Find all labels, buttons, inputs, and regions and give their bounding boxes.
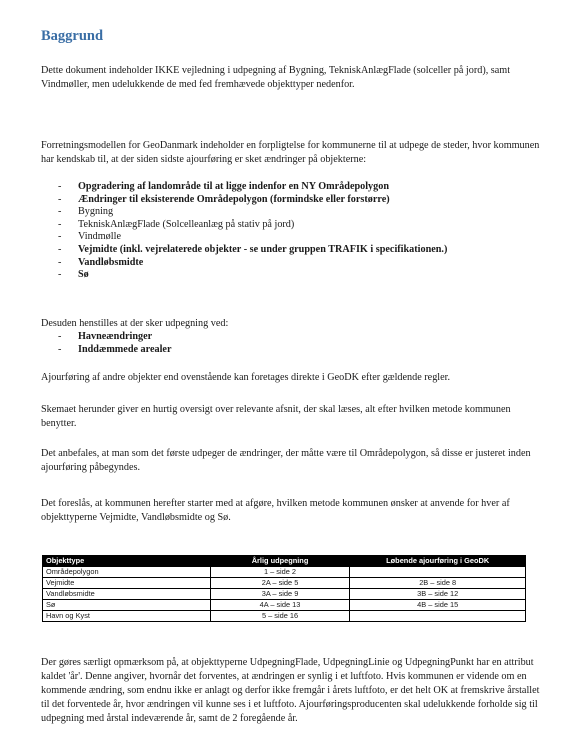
forslag-paragraph: Det foreslås, at kommunen herefter starter med at afgøre, hvilken metode kommunen ønsker at anvende for hver af objekttyperne Vejmidte, Vandløbsmidte og Sø. <box>41 498 510 523</box>
intro-paragraph: Dette dokument indeholder IKKE vejledning i udpegning af Bygning, TekniskAnlægFlade (solceller på jord), samt Vindmøller, men udelukkende de med fed fremhævede objekttyper nedenfor. <box>41 65 511 90</box>
bullet-dash: - <box>58 231 62 243</box>
table-cell: Vejmidte <box>43 578 211 589</box>
bullet-dash: - <box>58 243 62 255</box>
also-paragraph: Desuden henstilles at der sker udpegning ved: <box>41 318 229 329</box>
table-cell: 4B – side 15 <box>350 600 526 611</box>
bullet-dash: - <box>58 343 62 355</box>
list-item: - Vejmidte (inkl. vejrelaterede objekter - se under gruppen TRAFIK i specifikationen.) <box>58 243 448 255</box>
column-header: Objekttype <box>43 556 211 567</box>
ajour-paragraph: Ajourføring af andre objekter end ovenstående kan foretages direkte i GeoDK efter gældende regler. <box>41 372 451 383</box>
table-cell <box>350 567 526 578</box>
table-row <box>43 600 526 611</box>
anbefaling-paragraph: Det anbefales, at man som det første udpeger de ændringer, der måtte være til Områdepolygon, så disse er justeret inden ajourføring påbegyndes. <box>41 448 531 473</box>
bullet-dash: - <box>58 256 62 268</box>
list-item: - Inddæmmede arealer <box>58 343 172 355</box>
table-cell: 2B – side 8 <box>350 578 526 589</box>
table-cell: 3A – side 9 <box>210 589 350 600</box>
also-list <box>58 331 538 356</box>
model-paragraph: Forretningsmodellen for GeoDanmark indeholder en forpligtelse for kommunerne til at udpege de steder, hvor kommunen har kendskab til, at der siden sidste ajourføring er sket ændringer på objekterne: <box>41 140 540 165</box>
method-table <box>42 555 526 622</box>
table-header-row <box>43 556 526 567</box>
table-cell: Havn og Kyst <box>43 611 211 622</box>
table-cell: 4A – side 13 <box>210 600 350 611</box>
bullet-dash: - <box>58 218 62 230</box>
column-header: Årlig udpegning <box>210 556 350 567</box>
list-item: - Ændringer til eksisterende Områdepolygon (formindske eller forstørre) <box>58 193 390 205</box>
list-item: - Sø <box>58 269 89 281</box>
table-row <box>43 589 526 600</box>
skema-paragraph: Skemaet herunder giver en hurtig oversigt over relevante afsnit, der skal læses, alt efter hvilken metode kommunen benytter. <box>41 404 511 429</box>
table-cell: 1 – side 2 <box>210 567 350 578</box>
table-cell: Vandløbsmidte <box>43 589 211 600</box>
table-cell: 5 – side 16 <box>210 611 350 622</box>
table-cell: 3B – side 12 <box>350 589 526 600</box>
list-item: - Vindmølle <box>58 231 121 243</box>
table-cell: 2A – side 5 <box>210 578 350 589</box>
table-cell <box>350 611 526 622</box>
list-item: - TekniskAnlægFlade (Solcelleanlæg på stativ på jord) <box>58 218 295 230</box>
object-list <box>58 181 538 282</box>
table-row <box>43 567 526 578</box>
list-item: - Vandløbsmidte <box>58 256 144 268</box>
final-paragraph: Der gøres særligt opmærksom på, at objekttyperne UdpegningFlade, UdpegningLinie og UdpegningPunkt har en attribut kaldet 'år'. Denne angiver, hvornår det forventes, at ændringen er synlig i et luftfoto. Hvis kommunen er vidende om en kommende ændring, som endnu ikke er anlagt og derfor ikke fremgår i årets luftfoto, er det helt OK at fremskrive årstallet til det forventede år, hvor ændringen vil kunne ses i et luftfoto. Ajourføringsproducenten skal udelukkende forholde sig til udpegning med årstal indeværende år, samt de 2 foregående år. <box>41 657 540 724</box>
table-cell: Sø <box>43 600 211 611</box>
table-cell: Områdepolygon <box>43 567 211 578</box>
bullet-dash: - <box>58 331 62 342</box>
bullet-dash: - <box>58 269 62 281</box>
list-item: - Havneændringer <box>58 331 153 342</box>
section-heading: Baggrund <box>41 28 104 44</box>
column-header: Løbende ajourføring i GeoDK <box>350 556 526 567</box>
table-row <box>43 578 526 589</box>
table-row <box>43 611 526 622</box>
bullet-dash: - <box>58 181 62 192</box>
list-item: - Opgradering af landområde til at ligge indenfor en NY Områdepolygon <box>58 181 390 192</box>
bullet-dash: - <box>58 206 62 218</box>
list-item: - Bygning <box>58 206 114 218</box>
bullet-dash: - <box>58 193 62 205</box>
